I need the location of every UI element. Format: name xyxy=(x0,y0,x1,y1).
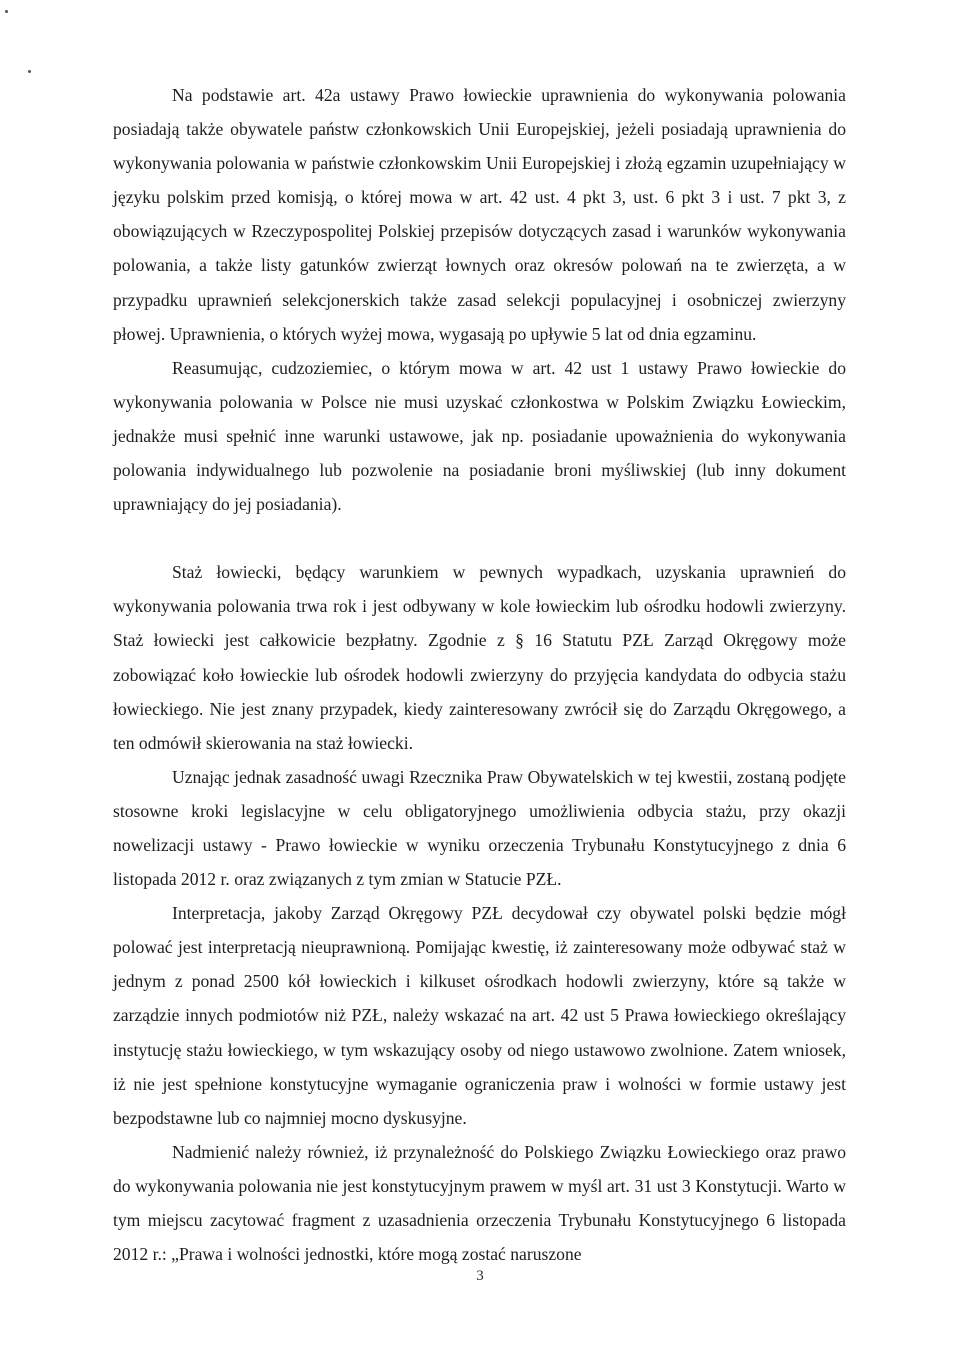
paragraph-summary-foreigner: Reasumując, cudzoziemiec, o którym mowa w art. 42 ust 1 ustawy Prawo łowieckie do wykonywania polowania w Polsce nie musi uzyskać członkostwa w Polskim Związku Łowieckim, jednakże musi spełnić inne warunki ustawowe, jak np. posiadanie upoważnienia do wykonywania polowania indywidualnego lub pozwolenie na posiadanie broni myśliwskiej (lub inny dokument uprawniający do jej posiadania). xyxy=(113,357,846,515)
paragraph-hunting-internship: Staż łowiecki, będący warunkiem w pewnych wypadkach, uzyskania uprawnień do wykonywania polowania trwa rok i jest odbywany w kole łowieckim lub ośrodku hodowli zwierzyny. Staż łowiecki jest całkowicie bezpłatny. Zgodnie z § 16 Statutu PZŁ Zarząd Okręgowy może zobowiązać koło łowieckie lub ośrodek hodowli zwierzyny do przyjęcia kandydata do odbycia stażu łowieckiego. Nie jest znany przypadek, kiedy zainteresowany zwrócił się do Zarządu Okręgowego, a ten odmówił skierowania na staż łowiecki. xyxy=(113,562,846,753)
paragraph-legislative-steps: Uznając jednak zasadność uwagi Rzecznika Praw Obywatelskich w tej kwestii, zostaną podjęte stosowne kroki legislacyjne w celu obligatoryjnego umożliwienia odbycia stażu, przy okazji nowelizacji ustawy - Prawo łowieckie w wyniku orzeczenia Trybunału Konstytucyjnego z dnia 6 listopada 2012 r. oraz związanych z tym zmian w Statucie PZŁ. xyxy=(113,766,846,890)
paragraph-constitutional-note: Nadmienić należy również, iż przynależność do Polskiego Związku Łowieckiego oraz prawo do wykonywania polowania nie jest konstytucyjnym prawem w myśl art. 31 ust 3 Konstytucji. Warto w tym miejscu zacytować fragment z uzasadnienia orzeczenia Trybunału Konstytucyjnego 6 listopada 2012 r.: „Prawa i wolności jednostki, które mogą zostać naruszone xyxy=(113,1141,846,1265)
scan-speck-left xyxy=(28,70,31,73)
document-body xyxy=(113,78,846,1271)
scan-speck-top xyxy=(5,10,8,13)
page-number: 3 xyxy=(476,1268,484,1284)
paragraph-interpretation: Interpretacja, jakoby Zarząd Okręgowy PZŁ decydował czy obywatel polski będzie mógł polować jest interpretacją nieuprawnioną. Pomijając kwestię, iż zainteresowany może odbywać staż w jednym z ponad 2500 kół łowieckich i kilkuset ośrodkach hodowli zwierzyny, które są także w zarządzie innych podmiotów niż PZŁ, należy wskazać na art. 42 ust 5 Prawa łowieckiego określający instytucję stażu łowieckiego, w tym wskazujący osoby od niego ustawowo zwolnione. Zatem wniosek, iż nie jest spełnione konstytucyjne wymaganie ograniczenia praw i wolności w formie ustawy jest bezpodstawne lub co najmniej mocno dyskusyjne. xyxy=(113,903,846,1128)
paragraph-foreign-hunters: Na podstawie art. 42a ustawy Prawo łowieckie uprawnienia do wykonywania polowania posiadają także obywatele państw członkowskich Unii Europejskiej, jeżeli posiadają uprawnienia do wykonywania polowania w państwie członkowskim Unii Europejskiej i złożą egzamin uzupełniający w języku polskim przed komisją, o której mowa w art. 42 ust. 4 pkt 3, ust. 6 pkt 3 i ust. 7 pkt 3, z obowiązujących w Rzeczypospolitej Polskiej przepisów dotyczących zasad i warunków wykonywania polowania, a także listy gatunków zwierząt łownych oraz okresów polowań na te zwierzęta, a w przypadku uprawnień selekcjonerskich także zasad selekcji populacyjnej i osobniczej zwierzyny płowej. Uprawnienia, o których wyżej mowa, wygasają po upływie 5 lat od dnia egzaminu. xyxy=(113,85,846,344)
